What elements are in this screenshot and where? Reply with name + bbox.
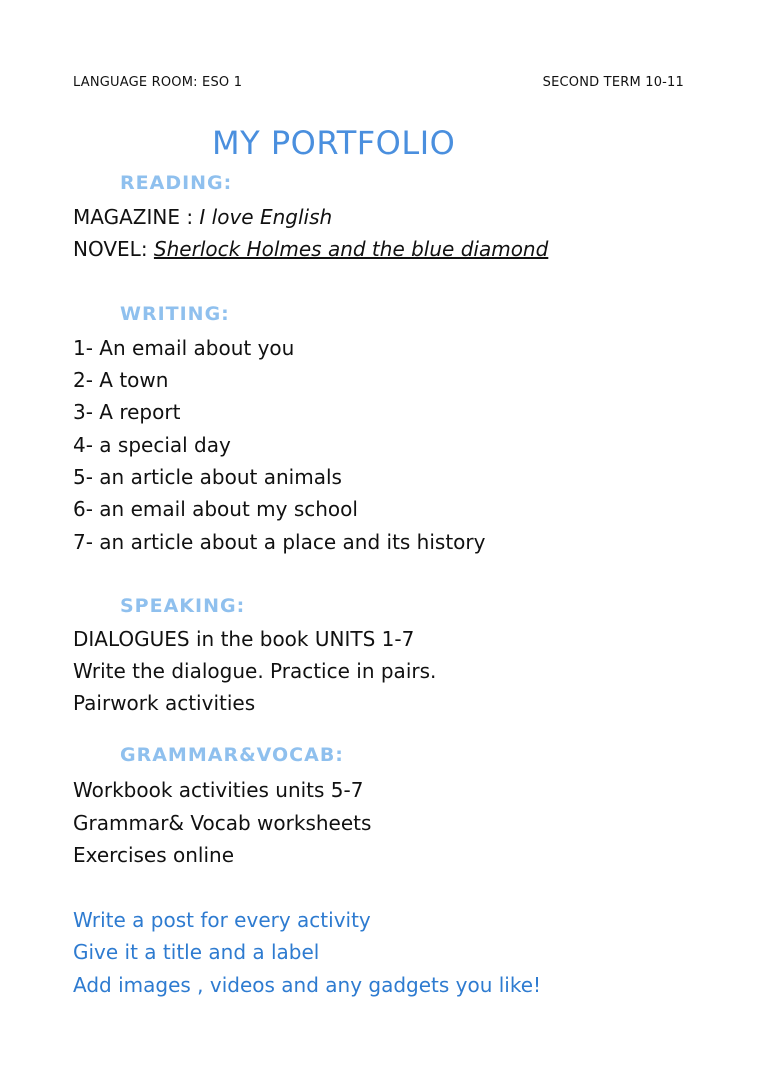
novel-label: NOVEL: [73, 237, 154, 261]
header-term: SECOND TERM 10-11 [542, 75, 684, 90]
grammar-item: Exercises online [73, 843, 235, 867]
novel-line [73, 237, 548, 261]
magazine-label: MAGAZINE : [73, 205, 200, 229]
writing-item: 1- An email about you [73, 336, 295, 360]
magazine-line [73, 205, 332, 229]
instruction-line: Add images , videos and any gadgets you like! [73, 973, 542, 997]
instruction-line: Give it a title and a label [73, 940, 320, 964]
header-course: LANGUAGE ROOM: ESO 1 [73, 75, 243, 90]
magazine-title: I love English [199, 205, 333, 229]
writing-item: 5- an article about animals [73, 465, 342, 489]
writing-item: 4- a special day [73, 433, 231, 457]
writing-item: 2- A town [73, 368, 169, 392]
writing-heading: WRITING: [120, 303, 230, 325]
writing-item: 7- an article about a place and its history [73, 530, 486, 554]
writing-item: 6- an email about my school [73, 497, 358, 521]
speaking-item: Pairwork activities [73, 691, 256, 715]
writing-item: 3- A report [73, 400, 181, 424]
instruction-line: Write a post for every activity [73, 908, 371, 932]
speaking-item: Write the dialogue. Practice in pairs. [73, 659, 437, 683]
novel-title: Sherlock Holmes and the blue diamond [153, 237, 549, 261]
grammar-heading: GRAMMAR&VOCAB: [120, 744, 344, 766]
reading-heading: READING: [120, 172, 233, 194]
grammar-item: Grammar& Vocab worksheets [73, 811, 372, 835]
speaking-heading: SPEAKING: [120, 595, 246, 617]
page-title: MY PORTFOLIO [212, 124, 456, 162]
speaking-item: DIALOGUES in the book UNITS 1-7 [73, 627, 415, 651]
grammar-item: Workbook activities units 5-7 [73, 778, 364, 802]
